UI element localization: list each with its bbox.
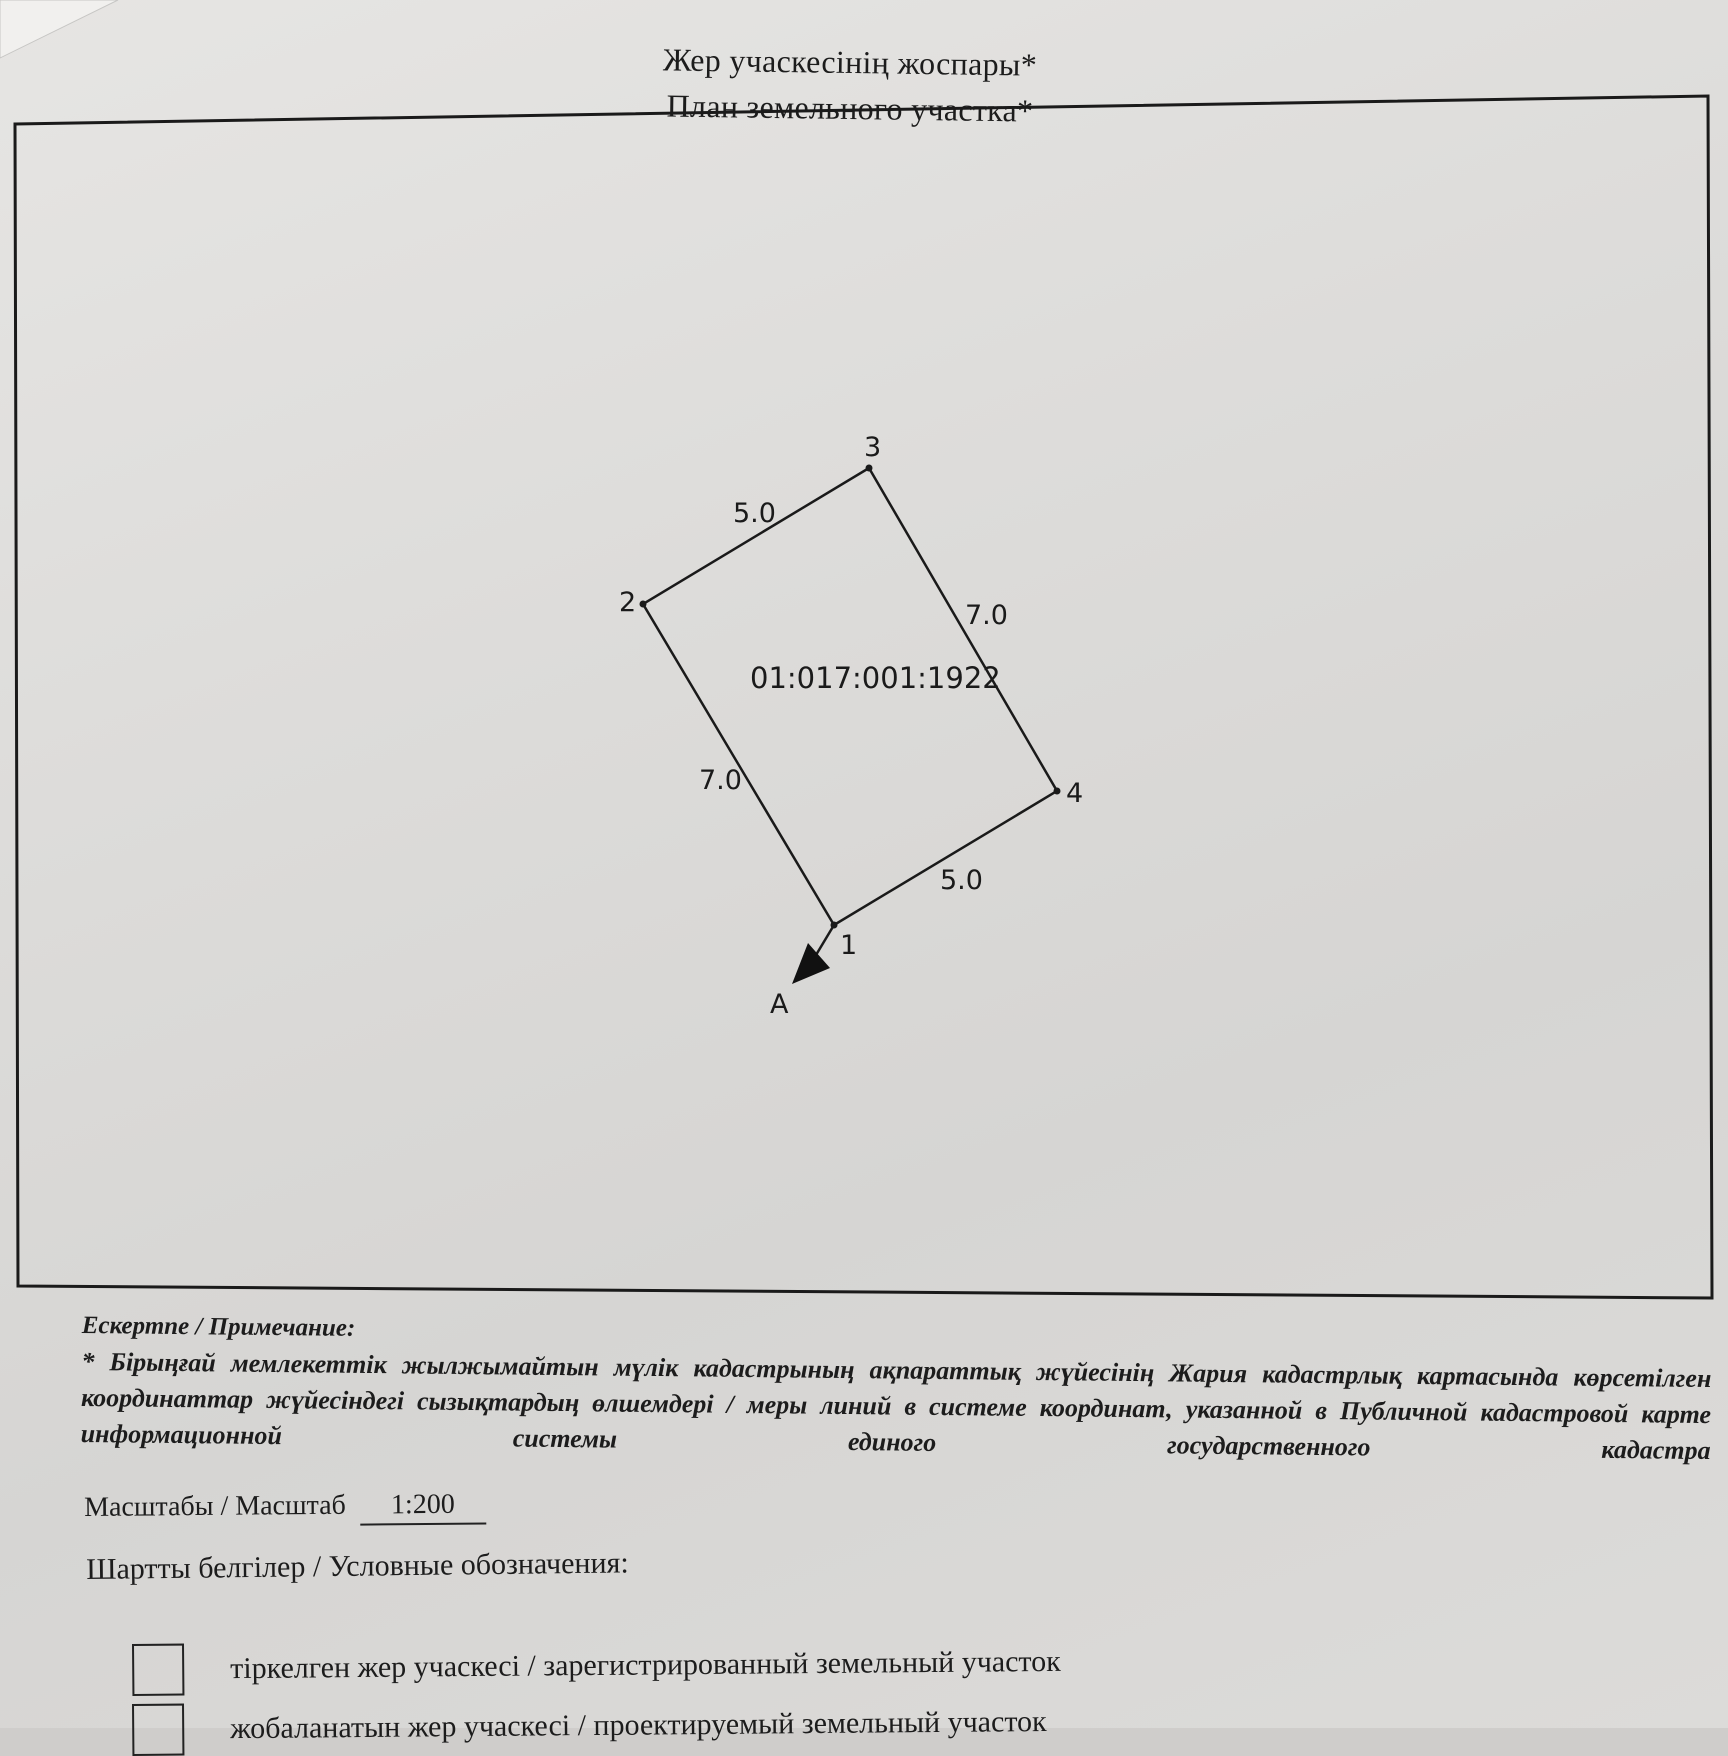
vertex-point-3 xyxy=(866,465,873,472)
legend-title: Шартты белгілер / Условные обозначения: xyxy=(86,1546,629,1586)
vertex-point-4 xyxy=(1054,788,1061,795)
note-heading: Ескертпе / Примечание: xyxy=(81,1311,356,1342)
page-title-ru: План земельного участка* xyxy=(666,87,1034,129)
parcel-outline xyxy=(643,468,1057,925)
plan-frame-border xyxy=(15,96,1712,1298)
scale-value: 1:200 xyxy=(360,1488,486,1525)
side-length-1-2: 7.0 xyxy=(699,765,742,796)
vertex-label-4: 4 xyxy=(1066,778,1084,809)
side-length-2-3: 5.0 xyxy=(733,498,776,529)
legend-item-projected xyxy=(132,1696,1047,1756)
access-arrow-line xyxy=(816,925,834,955)
access-label: A xyxy=(770,989,789,1020)
page-title-kz: Жер учаскесінің жоспары* xyxy=(662,41,1038,83)
parcel-cadastral-number: 01:017:001:1922 xyxy=(750,661,1001,695)
vertex-label-1: 1 xyxy=(840,930,858,961)
note-text: * Бірыңғай мемлекеттік жылжымайтын мүлік кадастрының ақпараттық жүйесінің Жария кадастрлық картасында көрсетілген координаттар жүйесіндегі сызықтардың өлшемдері / меры линий в системе координат, указанной в Публичной кадастровой карте информационной системы единого государственного кадастра xyxy=(80,1346,1712,1466)
vertex-label-3: 3 xyxy=(864,432,882,463)
vertex-point-2 xyxy=(640,601,647,608)
legend-item-label: тіркелген жер учаскесі / зарегистрированный земельный участок xyxy=(230,1644,1061,1686)
scale-label: Масштабы / Масштаб xyxy=(84,1489,346,1523)
legend-item-registered xyxy=(132,1636,1061,1696)
access-arrow-head xyxy=(792,943,830,984)
legend-item-label: жобаланатын жер учаскесі / проектируемый земельный участок xyxy=(230,1705,1047,1746)
side-length-4-1: 5.0 xyxy=(940,865,983,896)
legend-symbol-box xyxy=(132,1704,184,1756)
vertex-label-2: 2 xyxy=(619,587,637,618)
side-length-3-4: 7.0 xyxy=(965,600,1008,631)
legend-symbol-box xyxy=(132,1644,184,1696)
scale-row xyxy=(84,1488,486,1528)
note-section xyxy=(80,1308,1711,1469)
